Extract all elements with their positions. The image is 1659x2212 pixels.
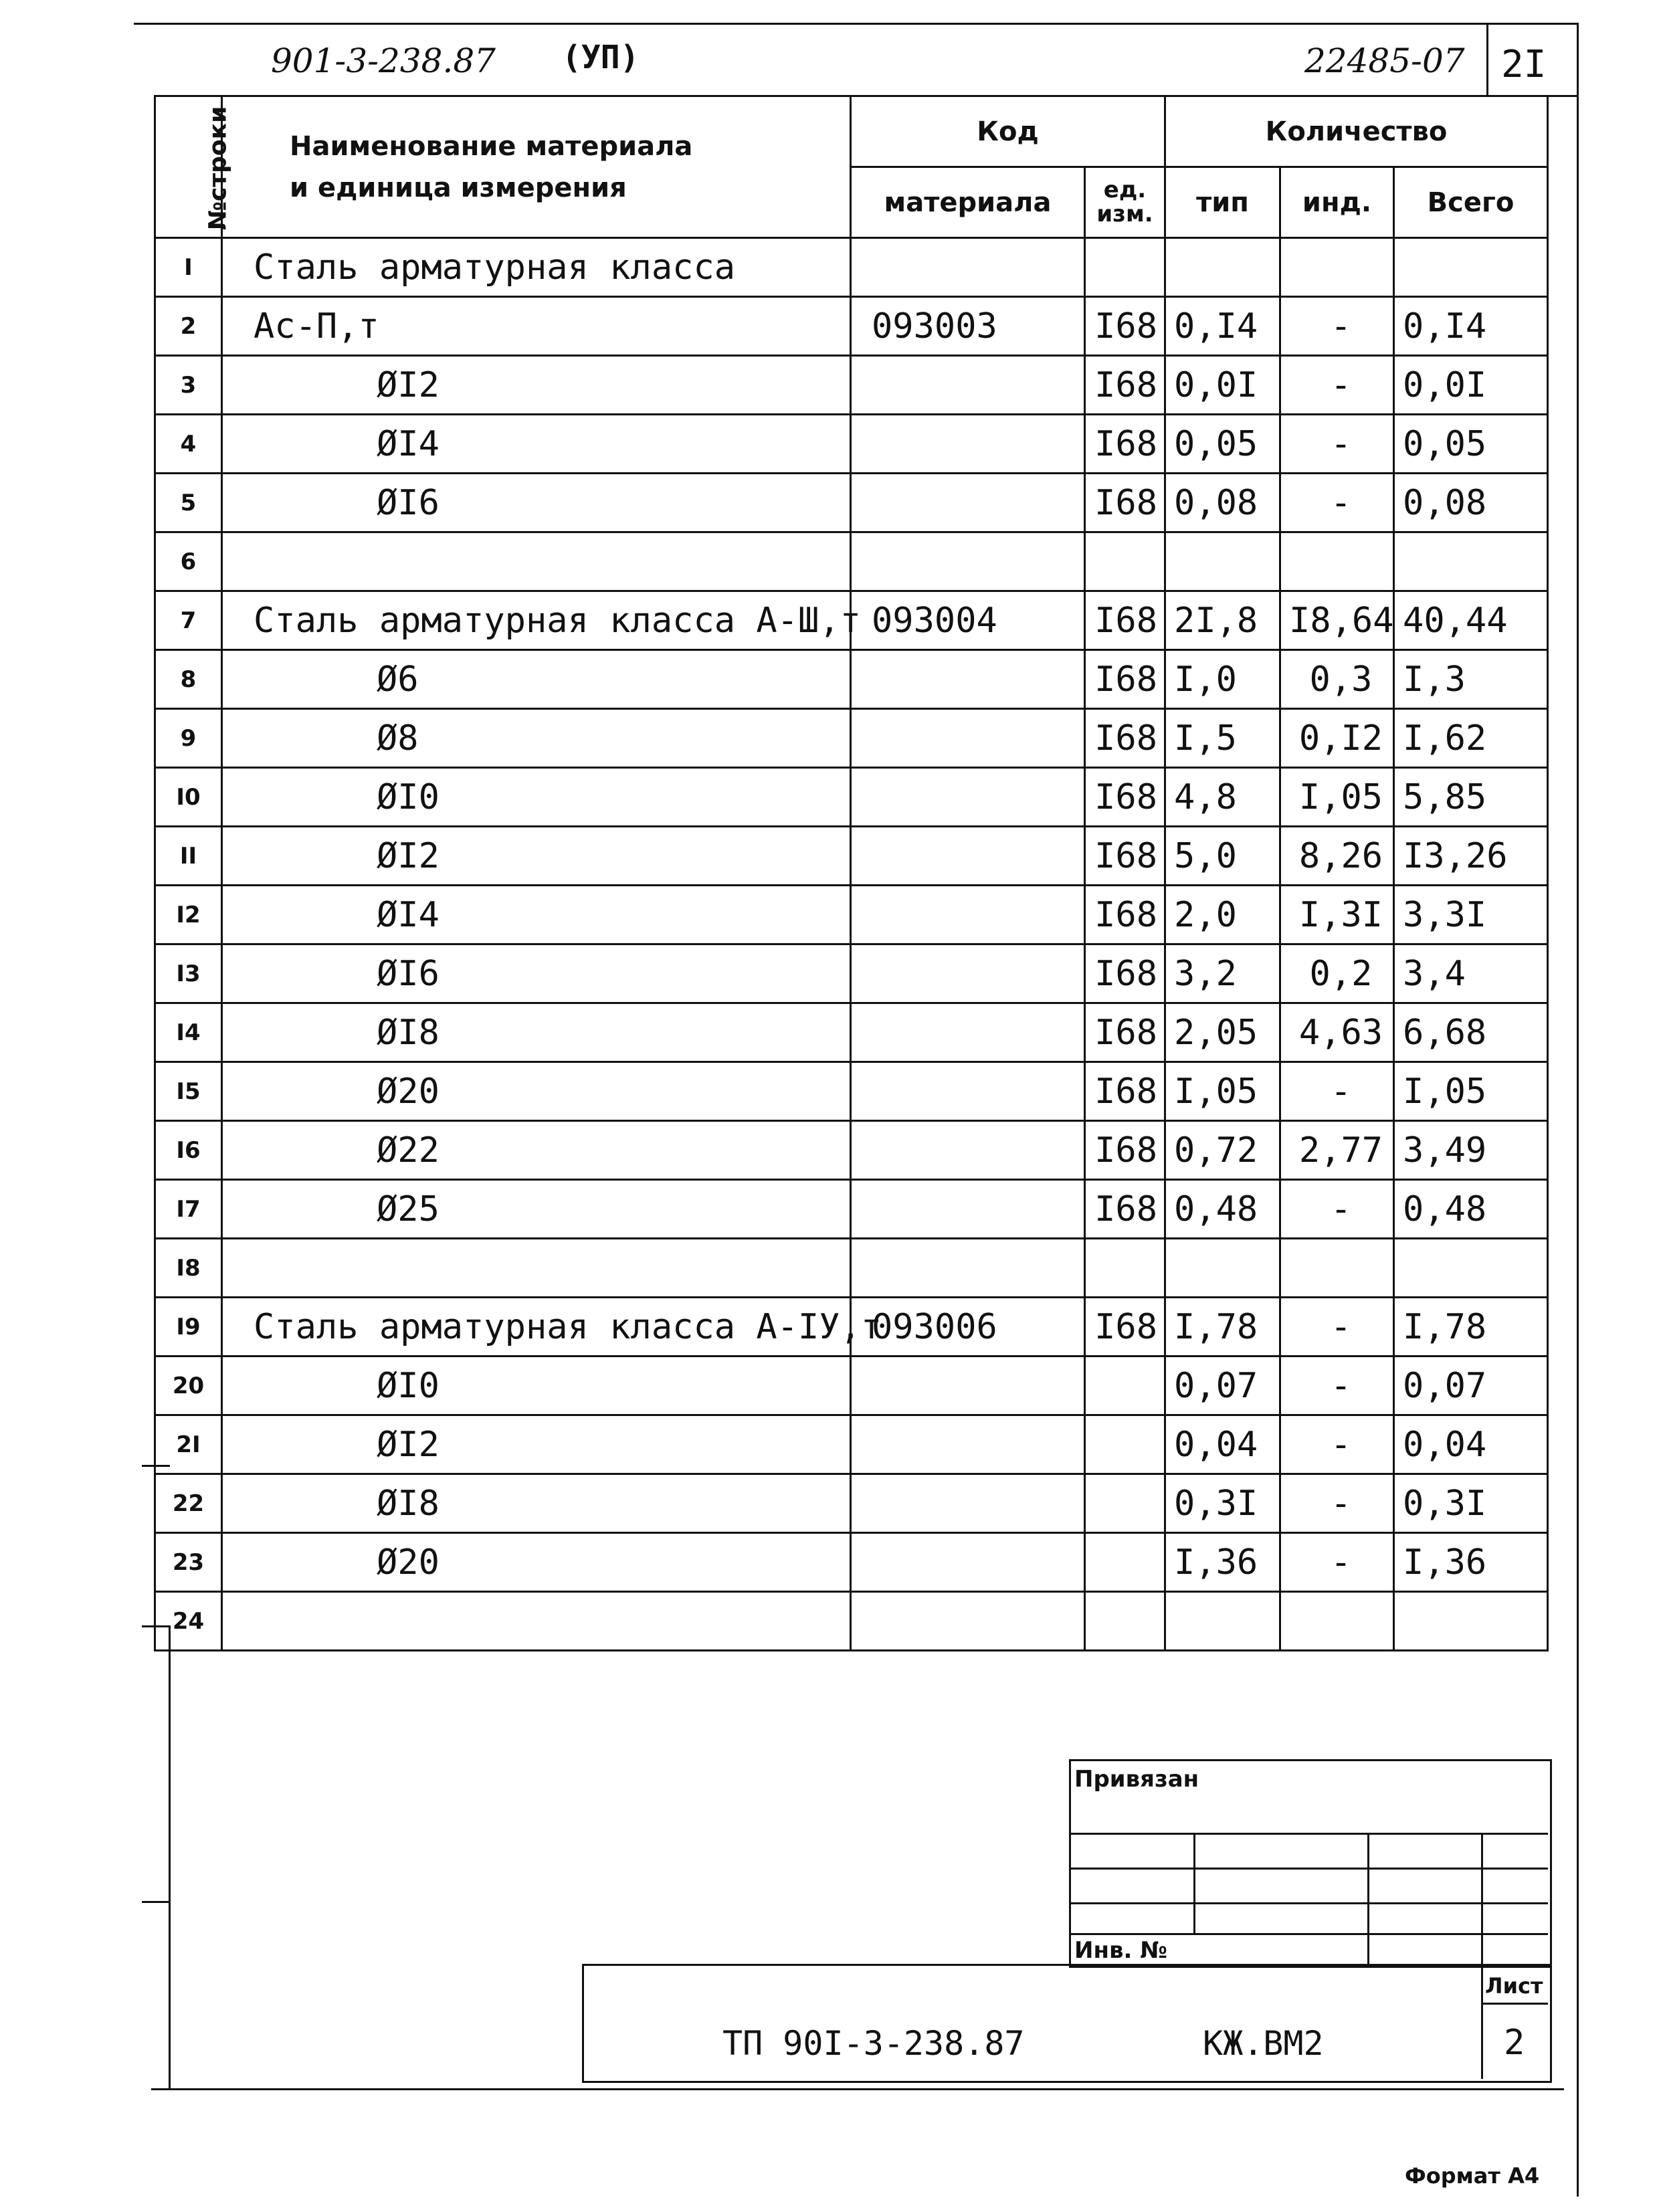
quantity-type-cell: 0,3I: [1165, 1474, 1280, 1533]
quantity-type-cell: [1165, 1592, 1280, 1651]
material-name-cell: [222, 532, 851, 591]
quantity-individual-cell: -: [1280, 1062, 1394, 1121]
format-label: Формат А4: [1405, 2163, 1540, 2189]
material-name-cell: ØI8: [222, 1003, 851, 1062]
bound-col-line-1: [1193, 1833, 1195, 1933]
material-name-cell: Ас-П,т: [222, 297, 851, 356]
material-name-cell: ØI8: [222, 1474, 851, 1533]
quantity-type-cell: 3,2: [1165, 944, 1280, 1003]
material-code-cell: [851, 1356, 1085, 1415]
document-mark: КЖ.ВМ2: [1203, 2024, 1324, 2063]
quantity-type-cell: 0,05: [1165, 415, 1280, 474]
row-number-cell: 2: [155, 297, 222, 356]
quantity-type-cell: I,78: [1165, 1298, 1280, 1356]
unit-code-cell: I68: [1085, 474, 1165, 532]
quantity-total-cell: 0,3I: [1394, 1474, 1548, 1533]
quantity-individual-cell: I,05: [1280, 768, 1394, 827]
material-code-cell: [851, 1121, 1085, 1180]
quantity-total-cell: 0,07: [1394, 1356, 1548, 1415]
quantity-individual-cell: -: [1280, 1180, 1394, 1239]
quantity-type-cell: 2I,8: [1165, 591, 1280, 650]
header-material-name: [222, 96, 851, 238]
header-material-code: материала: [851, 167, 1085, 238]
material-name-cell: ØI6: [222, 474, 851, 532]
unit-code-cell: I68: [1085, 297, 1165, 356]
material-code-cell: [851, 356, 1085, 415]
material-name-cell: ØI2: [222, 356, 851, 415]
quantity-type-cell: 0,0I: [1165, 356, 1280, 415]
quantity-individual-cell: 8,26: [1280, 827, 1394, 886]
quantity-individual-cell: I8,64: [1280, 591, 1394, 650]
material-code-cell: [851, 238, 1085, 297]
unit-code-cell: I68: [1085, 356, 1165, 415]
material-code-cell: [851, 1474, 1085, 1533]
unit-code-cell: I68: [1085, 1062, 1165, 1121]
material-code-cell: [851, 650, 1085, 709]
material-name-cell: Сталь арматурная класса А-Ш,т: [222, 591, 851, 650]
bound-row-line-1: [1069, 1833, 1548, 1835]
table-row: [155, 1415, 1548, 1474]
quantity-type-cell: 2,0: [1165, 886, 1280, 944]
bound-col-line-3: [1481, 1833, 1483, 1964]
material-name-cell: Ø20: [222, 1533, 851, 1592]
table-row: [155, 709, 1548, 768]
quantity-individual-cell: -: [1280, 1533, 1394, 1592]
table-row: [155, 1474, 1548, 1533]
sheet-label: Лист: [1485, 1973, 1543, 1999]
quantity-total-cell: I,62: [1394, 709, 1548, 768]
table-row: [155, 1533, 1548, 1592]
unit-code-cell: I68: [1085, 1121, 1165, 1180]
materials-table: [154, 95, 1549, 1651]
material-code-cell: [851, 1533, 1085, 1592]
quantity-type-cell: I,5: [1165, 709, 1280, 768]
bound-row-line-2: [1069, 1868, 1548, 1870]
header-individual: инд.: [1280, 167, 1394, 238]
material-code-cell: [851, 1003, 1085, 1062]
quantity-individual-cell: -: [1280, 415, 1394, 474]
quantity-total-cell: 0,0I: [1394, 356, 1548, 415]
material-name-cell: Ø20: [222, 1062, 851, 1121]
inventory-label: Инв. №: [1074, 1937, 1168, 1964]
table-row: [155, 1239, 1548, 1298]
header-quantity: Количество: [1165, 96, 1548, 167]
quantity-type-cell: 5,0: [1165, 827, 1280, 886]
quantity-type-cell: 0,48: [1165, 1180, 1280, 1239]
material-code-cell: [851, 474, 1085, 532]
bound-col-line-2: [1367, 1833, 1369, 1964]
stage-label: (УП): [562, 39, 640, 76]
material-name-cell: Ø25: [222, 1180, 851, 1239]
inventory-number-handwritten: 22485-07: [1304, 41, 1465, 80]
quantity-individual-cell: [1280, 1592, 1394, 1651]
table-row: [155, 532, 1548, 591]
unit-code-cell: I68: [1085, 709, 1165, 768]
material-code-cell: 093003: [851, 297, 1085, 356]
quantity-total-cell: 3,4: [1394, 944, 1548, 1003]
unit-code-cell: [1085, 238, 1165, 297]
material-name-cell: Сталь арматурная класса А-IУ,т: [222, 1298, 851, 1356]
table-right-extension: [1547, 1425, 1549, 1625]
quantity-total-cell: I3,26: [1394, 827, 1548, 886]
row-number-cell: 23: [155, 1533, 222, 1592]
quantity-total-cell: [1394, 1239, 1548, 1298]
row-number-cell: 2I: [155, 1415, 222, 1474]
unit-code-cell: I68: [1085, 591, 1165, 650]
material-code-cell: [851, 1062, 1085, 1121]
quantity-type-cell: 4,8: [1165, 768, 1280, 827]
frame-left-line: [169, 1625, 171, 2090]
quantity-total-cell: 6,68: [1394, 1003, 1548, 1062]
row-number-cell: I8: [155, 1239, 222, 1298]
row-number-cell: I7: [155, 1180, 222, 1239]
bound-label: Привязан: [1074, 1766, 1199, 1793]
row-number-cell: 22: [155, 1474, 222, 1533]
material-name-cell: Сталь арматурная класса: [222, 238, 851, 297]
row-number-cell: 8: [155, 650, 222, 709]
quantity-individual-cell: [1280, 238, 1394, 297]
quantity-individual-cell: 0,3: [1280, 650, 1394, 709]
quantity-total-cell: [1394, 532, 1548, 591]
unit-code-cell: [1085, 1533, 1165, 1592]
quantity-individual-cell: 0,2: [1280, 944, 1394, 1003]
row-number-cell: 24: [155, 1592, 222, 1651]
unit-code-cell: I68: [1085, 827, 1165, 886]
unit-code-cell: [1085, 532, 1165, 591]
row-number-cell: I5: [155, 1062, 222, 1121]
header-material-name-label: Наименование материала и единица измерения: [290, 130, 693, 203]
quantity-total-cell: 0,05: [1394, 415, 1548, 474]
table-row: [155, 356, 1548, 415]
quantity-type-cell: 0,I4: [1165, 297, 1280, 356]
unit-code-cell: [1085, 1356, 1165, 1415]
header-line-number: [155, 96, 232, 238]
material-code-cell: [851, 768, 1085, 827]
material-code-cell: [851, 709, 1085, 768]
quantity-individual-cell: -: [1280, 1356, 1394, 1415]
unit-code-cell: [1085, 1474, 1165, 1533]
table-row: [155, 297, 1548, 356]
header-unit-label: ед. изм.: [1096, 176, 1153, 227]
quantity-individual-cell: 0,I2: [1280, 709, 1394, 768]
material-code-cell: [851, 886, 1085, 944]
table-row: [155, 1062, 1548, 1121]
header-total: Всего: [1394, 167, 1548, 238]
material-name-cell: Ø22: [222, 1121, 851, 1180]
quantity-individual-cell: I,3I: [1280, 886, 1394, 944]
quantity-type-cell: [1165, 238, 1280, 297]
unit-code-cell: I68: [1085, 1298, 1165, 1356]
row-number-cell: II: [155, 827, 222, 886]
table-row: [155, 650, 1548, 709]
table-row: [155, 1592, 1548, 1651]
table-row: [155, 238, 1548, 297]
material-name-cell: Ø8: [222, 709, 851, 768]
row-number-cell: I2: [155, 886, 222, 944]
row-number-cell: I6: [155, 1121, 222, 1180]
unit-code-cell: I68: [1085, 650, 1165, 709]
quantity-total-cell: I,36: [1394, 1533, 1548, 1592]
material-code-cell: [851, 1415, 1085, 1474]
quantity-individual-cell: 2,77: [1280, 1121, 1394, 1180]
quantity-total-cell: 0,48: [1394, 1180, 1548, 1239]
quantity-total-cell: 40,44: [1394, 591, 1548, 650]
quantity-individual-cell: -: [1280, 356, 1394, 415]
quantity-total-cell: I,3: [1394, 650, 1548, 709]
unit-code-cell: I68: [1085, 415, 1165, 474]
row-number-cell: 4: [155, 415, 222, 474]
material-code-cell: [851, 1180, 1085, 1239]
bound-row-line-4: [1069, 1933, 1548, 1935]
material-code-cell: 093006: [851, 1298, 1085, 1356]
material-name-cell: ØI2: [222, 1415, 851, 1474]
table-row: [155, 886, 1548, 944]
unit-code-cell: I68: [1085, 1180, 1165, 1239]
quantity-type-cell: I,05: [1165, 1062, 1280, 1121]
quantity-type-cell: 0,07: [1165, 1356, 1280, 1415]
table-row: [155, 944, 1548, 1003]
material-code-cell: 093004: [851, 591, 1085, 650]
table-row: [155, 1180, 1548, 1239]
frame-top-line: [134, 23, 1579, 25]
quantity-total-cell: 3,3I: [1394, 886, 1548, 944]
row-number-cell: 6: [155, 532, 222, 591]
header-type: тип: [1165, 167, 1280, 238]
material-name-cell: Ø6: [222, 650, 851, 709]
row-number-cell: I0: [155, 768, 222, 827]
quantity-individual-cell: -: [1280, 474, 1394, 532]
header-line-number-label: №строки: [204, 106, 232, 230]
material-name-cell: ØI6: [222, 944, 851, 1003]
quantity-total-cell: I,78: [1394, 1298, 1548, 1356]
quantity-individual-cell: 4,63: [1280, 1003, 1394, 1062]
row-number-cell: I4: [155, 1003, 222, 1062]
quantity-total-cell: 3,49: [1394, 1121, 1548, 1180]
unit-code-cell: [1085, 1592, 1165, 1651]
quantity-type-cell: 0,72: [1165, 1121, 1280, 1180]
frame-bottom-line: [151, 2088, 1564, 2090]
unit-code-cell: [1085, 1239, 1165, 1298]
quantity-individual-cell: [1280, 1239, 1394, 1298]
material-name-cell: [222, 1239, 851, 1298]
table-row: [155, 1121, 1548, 1180]
quantity-type-cell: I,0: [1165, 650, 1280, 709]
unit-code-cell: I68: [1085, 768, 1165, 827]
quantity-type-cell: 0,08: [1165, 474, 1280, 532]
project-number-handwritten: 901-3-238.87: [271, 41, 496, 80]
header-unit: [1085, 167, 1165, 238]
unit-code-cell: [1085, 1415, 1165, 1474]
quantity-type-cell: 2,05: [1165, 1003, 1280, 1062]
unit-code-cell: I68: [1085, 886, 1165, 944]
row-number-cell: 20: [155, 1356, 222, 1415]
material-name-cell: ØI4: [222, 415, 851, 474]
quantity-individual-cell: -: [1280, 1474, 1394, 1533]
table-row: [155, 827, 1548, 886]
unit-code-cell: I68: [1085, 1003, 1165, 1062]
material-code-cell: [851, 1239, 1085, 1298]
table-row: [155, 591, 1548, 650]
frame-left-tick-2: [142, 1901, 170, 1903]
table-row: [155, 474, 1548, 532]
table-row: [155, 415, 1548, 474]
row-number-cell: 5: [155, 474, 222, 532]
quantity-type-cell: [1165, 532, 1280, 591]
quantity-type-cell: I,36: [1165, 1533, 1280, 1592]
table-row: [155, 768, 1548, 827]
quantity-total-cell: I,05: [1394, 1062, 1548, 1121]
header-code: Код: [851, 96, 1165, 167]
quantity-total-cell: 0,I4: [1394, 297, 1548, 356]
material-name-cell: ØI4: [222, 886, 851, 944]
sheet-no-divider: [1486, 23, 1488, 96]
title-block: [582, 1964, 1552, 2083]
material-code-cell: [851, 1592, 1085, 1651]
row-number-cell: I3: [155, 944, 222, 1003]
row-number-cell: 7: [155, 591, 222, 650]
quantity-total-cell: [1394, 1592, 1548, 1651]
bound-row-line-3: [1069, 1902, 1548, 1904]
quantity-total-cell: 0,04: [1394, 1415, 1548, 1474]
frame-right-line: [1577, 23, 1579, 2197]
sheet-value: 2: [1504, 2023, 1525, 2063]
quantity-total-cell: 5,85: [1394, 768, 1548, 827]
table-row: [155, 1356, 1548, 1415]
material-code-cell: [851, 827, 1085, 886]
row-number-cell: I9: [155, 1298, 222, 1356]
material-name-cell: ØI0: [222, 768, 851, 827]
unit-code-cell: I68: [1085, 944, 1165, 1003]
document-code: ТП 90I-3-238.87: [722, 2024, 1025, 2063]
quantity-type-cell: 0,04: [1165, 1415, 1280, 1474]
quantity-type-cell: [1165, 1239, 1280, 1298]
material-code-cell: [851, 944, 1085, 1003]
material-name-cell: ØI0: [222, 1356, 851, 1415]
row-number-cell: I: [155, 238, 222, 297]
quantity-total-cell: 0,08: [1394, 474, 1548, 532]
material-name-cell: ØI2: [222, 827, 851, 886]
material-code-cell: [851, 532, 1085, 591]
material-name-cell: [222, 1592, 851, 1651]
row-number-cell: 3: [155, 356, 222, 415]
table-row: [155, 1298, 1548, 1356]
title-sheet-label-line: [1481, 2003, 1548, 2005]
material-code-cell: [851, 415, 1085, 474]
quantity-individual-cell: -: [1280, 297, 1394, 356]
title-sheet-divider: [1481, 1964, 1483, 2079]
quantity-individual-cell: -: [1280, 1298, 1394, 1356]
sheet-number: 2I: [1501, 43, 1547, 86]
quantity-individual-cell: [1280, 532, 1394, 591]
quantity-individual-cell: -: [1280, 1415, 1394, 1474]
row-number-cell: 9: [155, 709, 222, 768]
quantity-total-cell: [1394, 238, 1548, 297]
table-row: [155, 1003, 1548, 1062]
